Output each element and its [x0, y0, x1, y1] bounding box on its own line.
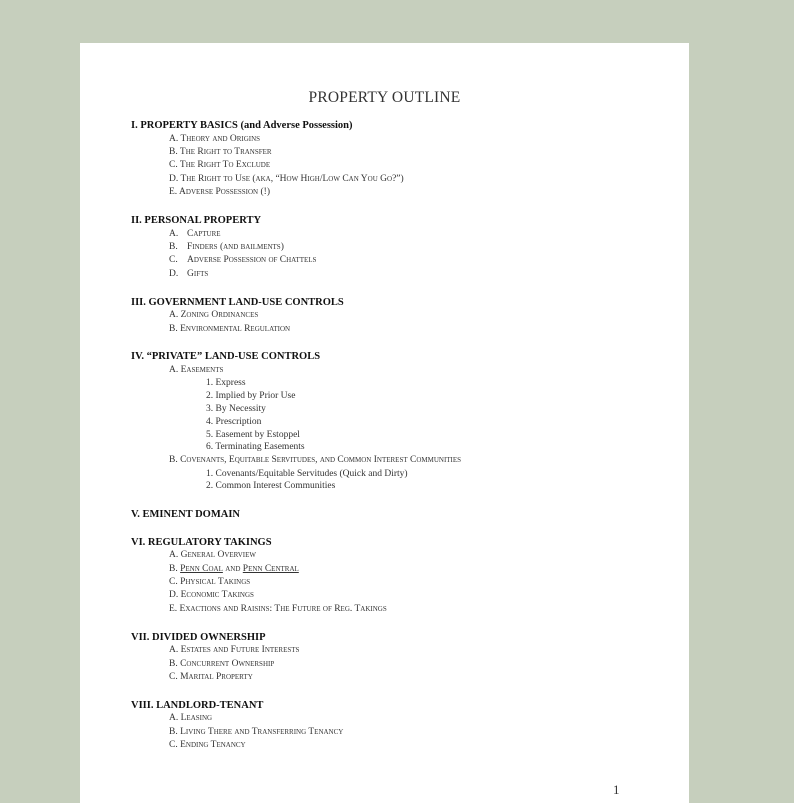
outline-subitem: 5. Easement by Estoppel	[206, 429, 300, 440]
document-title: PROPERTY OUTLINE	[308, 89, 461, 106]
section-regulatory-takings	[131, 536, 671, 617]
outline-item	[131, 228, 671, 241]
outline-item	[131, 268, 671, 281]
section-title: V. EMINENT DOMAIN	[131, 508, 240, 520]
outline-item: A. Estates and Future Interests	[169, 645, 300, 656]
section-title: VII. DIVIDED OWNERSHIP	[131, 631, 266, 643]
outline-item	[131, 563, 671, 576]
section-title: VIII. LANDLORD-TENANT	[131, 699, 264, 711]
section-title: VI. REGULATORY TAKINGS	[131, 536, 272, 548]
outline-item: A. Easements	[169, 364, 224, 375]
outline-item: C. Ending Tenancy	[169, 740, 246, 751]
outline-subitem: 6. Terminating Easements	[206, 442, 305, 453]
section-title: II. PERSONAL PROPERTY	[131, 215, 262, 227]
item-text: Capture	[187, 228, 221, 239]
outline-item: A. Leasing	[169, 713, 213, 724]
section-title: III. GOVERNMENT LAND-USE CONTROLS	[131, 296, 344, 308]
outline-item: E. Adverse Possession (!)	[169, 187, 270, 198]
item-text: Finders (and bailments)	[187, 241, 284, 252]
outline-item: C. Physical Takings	[169, 576, 251, 587]
outline-item: D. Economic Takings	[169, 590, 254, 601]
outline-subitem: 2. Implied by Prior Use	[206, 391, 296, 402]
item-number: B.	[169, 241, 178, 252]
section-private-land-use	[131, 350, 671, 493]
outline-item: B. Living There and Transferring Tenancy	[169, 726, 344, 737]
outline-item: B. The Right to Transfer	[169, 146, 272, 157]
page-number: 1	[613, 782, 620, 797]
outline-item: C. Marital Property	[169, 672, 253, 682]
item-connector: and	[222, 563, 243, 574]
outline-subitem: 2. Common Interest Communities	[206, 481, 336, 492]
outline-item: A. Theory and Origins	[169, 133, 261, 144]
section-personal-property	[131, 214, 671, 281]
section-title: I. PROPERTY BASICS (and Adverse Possession)	[131, 120, 353, 131]
item-number: A.	[169, 228, 179, 239]
outline-subitem: 1. Covenants/Equitable Servitudes (Quick and Dirty)	[206, 468, 408, 479]
section-government-land-use	[131, 296, 671, 336]
case-name-penn-coal: Penn Coal	[180, 563, 223, 574]
section-eminent-domain	[131, 508, 671, 522]
item-number: C.	[169, 255, 178, 266]
item-text: Gifts	[187, 268, 209, 279]
outline-item: E. Exactions and Raisins: The Future of Reg. Takings	[169, 603, 387, 614]
outline	[131, 119, 671, 767]
section-title: IV. “PRIVATE” LAND-USE CONTROLS	[131, 351, 321, 363]
outline-subitem: 4. Prescription	[206, 416, 262, 427]
item-prefix: B.	[169, 563, 181, 574]
outline-subitem: 1. Express	[206, 378, 246, 389]
outline-item: B. Environmental Regulation	[169, 323, 291, 334]
case-name-penn-central: Penn Central	[242, 563, 299, 574]
item-number: D.	[169, 268, 179, 279]
outline-subitem: 3. By Necessity	[206, 403, 266, 414]
outline-item: A. General Overview	[169, 550, 257, 561]
outline-item: C. The Right To Exclude	[169, 160, 271, 171]
item-text: Adverse Possession of Chattels	[187, 255, 317, 266]
outline-item	[131, 241, 671, 254]
outline-item	[131, 254, 671, 267]
section-landlord-tenant	[131, 699, 671, 753]
section-divided-ownership	[131, 631, 671, 685]
document-page	[80, 43, 689, 803]
outline-item: B. Covenants, Equitable Servitudes, and Common Interest Communities	[169, 455, 462, 466]
outline-item: D. The Right to Use (aka, “How High/Low Can You Go?”)	[169, 173, 404, 184]
outline-item: A. Zoning Ordinances	[169, 310, 259, 321]
section-property-basics	[131, 119, 671, 200]
outline-item: B. Concurrent Ownership	[169, 658, 275, 669]
